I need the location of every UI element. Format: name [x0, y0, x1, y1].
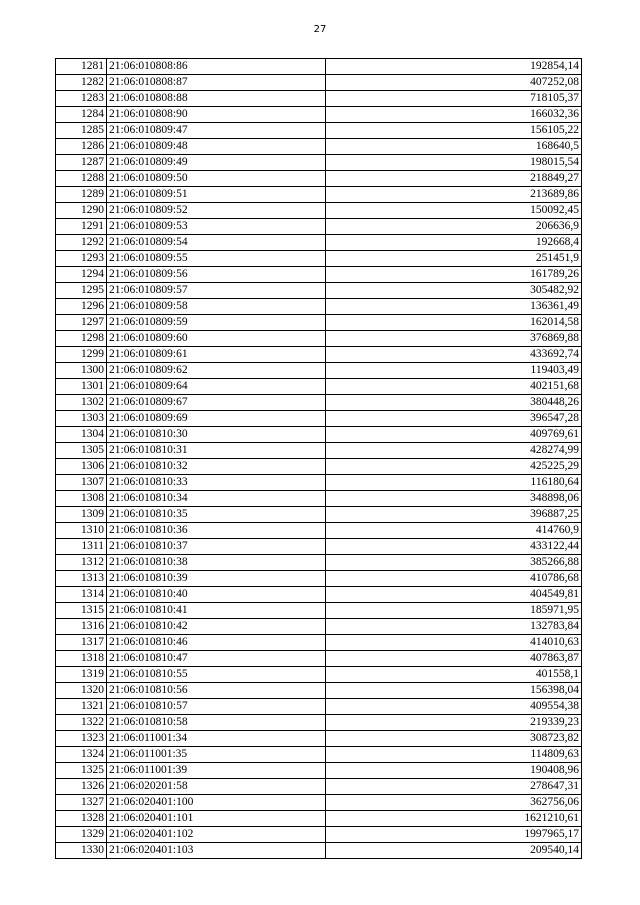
value-cell: 150092,45 [326, 203, 582, 219]
cadastral-number-cell: 21:06:010809:67 [107, 395, 326, 411]
row-number-cell: 1306 [56, 459, 107, 475]
table-row [56, 203, 582, 219]
value-cell: 213689,86 [326, 187, 582, 203]
cadastral-number-cell: 21:06:010808:86 [107, 59, 326, 75]
cadastral-number-cell: 21:06:010810:41 [107, 603, 326, 619]
cadastral-number-cell: 21:06:010809:61 [107, 347, 326, 363]
value-cell: 409554,38 [326, 699, 582, 715]
value-cell: 396887,25 [326, 507, 582, 523]
value-cell: 402151,68 [326, 379, 582, 395]
value-cell: 166032,36 [326, 107, 582, 123]
row-number-cell: 1319 [56, 667, 107, 683]
cadastral-number-cell: 21:06:010809:54 [107, 235, 326, 251]
cadastral-number-cell: 21:06:010810:31 [107, 443, 326, 459]
value-cell: 308723,82 [326, 731, 582, 747]
row-number-cell: 1314 [56, 587, 107, 603]
table-row [56, 619, 582, 635]
cadastral-number-cell: 21:06:010809:56 [107, 267, 326, 283]
value-cell: 278647,31 [326, 779, 582, 795]
row-number-cell: 1286 [56, 139, 107, 155]
row-number-cell: 1300 [56, 363, 107, 379]
table-row [56, 635, 582, 651]
cadastral-number-cell: 21:06:020201:58 [107, 779, 326, 795]
cadastral-number-cell: 21:06:010810:55 [107, 667, 326, 683]
cadastral-number-cell: 21:06:011001:39 [107, 763, 326, 779]
cadastral-number-cell: 21:06:010809:57 [107, 283, 326, 299]
row-number-cell: 1307 [56, 475, 107, 491]
row-number-cell: 1292 [56, 235, 107, 251]
value-cell: 376869,88 [326, 331, 582, 347]
cadastral-number-cell: 21:06:010810:57 [107, 699, 326, 715]
table-row [56, 171, 582, 187]
row-number-cell: 1304 [56, 427, 107, 443]
row-number-cell: 1325 [56, 763, 107, 779]
row-number-cell: 1310 [56, 523, 107, 539]
cadastral-number-cell: 21:06:010808:90 [107, 107, 326, 123]
row-number-cell: 1328 [56, 811, 107, 827]
cadastral-number-cell: 21:06:010809:55 [107, 251, 326, 267]
table-row [56, 155, 582, 171]
table-row [56, 523, 582, 539]
table-row [56, 363, 582, 379]
table-row [56, 651, 582, 667]
table-row [56, 603, 582, 619]
row-number-cell: 1315 [56, 603, 107, 619]
row-number-cell: 1282 [56, 75, 107, 91]
table-row [56, 811, 582, 827]
value-cell: 119403,49 [326, 363, 582, 379]
row-number-cell: 1283 [56, 91, 107, 107]
value-cell: 718105,37 [326, 91, 582, 107]
cadastral-number-cell: 21:06:010810:42 [107, 619, 326, 635]
table-row [56, 187, 582, 203]
table-row [56, 571, 582, 587]
value-cell: 168640,5 [326, 139, 582, 155]
value-cell: 209540,14 [326, 843, 582, 859]
row-number-cell: 1313 [56, 571, 107, 587]
cadastral-number-cell: 21:06:010810:37 [107, 539, 326, 555]
value-cell: 198015,54 [326, 155, 582, 171]
cadastral-number-cell: 21:06:010809:59 [107, 315, 326, 331]
value-cell: 1621210,61 [326, 811, 582, 827]
value-cell: 362756,06 [326, 795, 582, 811]
table-row [56, 427, 582, 443]
value-cell: 251451,9 [326, 251, 582, 267]
row-number-cell: 1289 [56, 187, 107, 203]
table-row [56, 795, 582, 811]
cadastral-number-cell: 21:06:020401:101 [107, 811, 326, 827]
value-cell: 192668,4 [326, 235, 582, 251]
table-row [56, 299, 582, 315]
value-cell: 407863,87 [326, 651, 582, 667]
value-cell: 404549,81 [326, 587, 582, 603]
cadastral-number-cell: 21:06:020401:102 [107, 827, 326, 843]
value-cell: 190408,96 [326, 763, 582, 779]
cadastral-number-cell: 21:06:010810:35 [107, 507, 326, 523]
table-row [56, 731, 582, 747]
value-cell: 192854,14 [326, 59, 582, 75]
value-cell: 156398,04 [326, 683, 582, 699]
table-row [56, 235, 582, 251]
value-cell: 305482,92 [326, 283, 582, 299]
table-row [56, 747, 582, 763]
row-number-cell: 1320 [56, 683, 107, 699]
cadastral-number-cell: 21:06:010809:62 [107, 363, 326, 379]
row-number-cell: 1293 [56, 251, 107, 267]
row-number-cell: 1284 [56, 107, 107, 123]
cadastral-number-cell: 21:06:010810:30 [107, 427, 326, 443]
cadastral-number-cell: 21:06:020401:103 [107, 843, 326, 859]
row-number-cell: 1327 [56, 795, 107, 811]
cadastral-number-cell: 21:06:010809:60 [107, 331, 326, 347]
row-number-cell: 1305 [56, 443, 107, 459]
row-number-cell: 1302 [56, 395, 107, 411]
value-cell: 428274,99 [326, 443, 582, 459]
value-cell: 396547,28 [326, 411, 582, 427]
table-row [56, 139, 582, 155]
cadastral-number-cell: 21:06:010810:58 [107, 715, 326, 731]
table-row [56, 587, 582, 603]
row-number-cell: 1309 [56, 507, 107, 523]
table-row [56, 699, 582, 715]
table-row [56, 459, 582, 475]
row-number-cell: 1285 [56, 123, 107, 139]
row-number-cell: 1298 [56, 331, 107, 347]
value-cell: 132783,84 [326, 619, 582, 635]
cadastral-number-cell: 21:06:010810:39 [107, 571, 326, 587]
table-row [56, 827, 582, 843]
value-cell: 136361,49 [326, 299, 582, 315]
row-number-cell: 1281 [56, 59, 107, 75]
cadastral-number-cell: 21:06:010809:53 [107, 219, 326, 235]
row-number-cell: 1330 [56, 843, 107, 859]
value-cell: 219339,23 [326, 715, 582, 731]
row-number-cell: 1323 [56, 731, 107, 747]
table-row [56, 251, 582, 267]
cadastral-number-cell: 21:06:010810:32 [107, 459, 326, 475]
value-cell: 414760,9 [326, 523, 582, 539]
table-row [56, 123, 582, 139]
value-cell: 380448,26 [326, 395, 582, 411]
row-number-cell: 1318 [56, 651, 107, 667]
table-row [56, 75, 582, 91]
table-row [56, 347, 582, 363]
table-body [56, 59, 582, 859]
row-number-cell: 1288 [56, 171, 107, 187]
cadastral-number-cell: 21:06:010809:69 [107, 411, 326, 427]
row-number-cell: 1291 [56, 219, 107, 235]
value-cell: 185971,95 [326, 603, 582, 619]
cadastral-number-cell: 21:06:010810:46 [107, 635, 326, 651]
value-cell: 409769,61 [326, 427, 582, 443]
value-cell: 433692,74 [326, 347, 582, 363]
cadastral-number-cell: 21:06:010809:49 [107, 155, 326, 171]
row-number-cell: 1329 [56, 827, 107, 843]
cadastral-number-cell: 21:06:010808:87 [107, 75, 326, 91]
cadastral-number-cell: 21:06:010809:47 [107, 123, 326, 139]
row-number-cell: 1301 [56, 379, 107, 395]
table-row [56, 379, 582, 395]
cadastral-number-cell: 21:06:010809:51 [107, 187, 326, 203]
row-number-cell: 1317 [56, 635, 107, 651]
table-row [56, 219, 582, 235]
row-number-cell: 1312 [56, 555, 107, 571]
row-number-cell: 1311 [56, 539, 107, 555]
value-cell: 206636,9 [326, 219, 582, 235]
value-cell: 385266,88 [326, 555, 582, 571]
table-row [56, 443, 582, 459]
cadastral-number-cell: 21:06:010810:34 [107, 491, 326, 507]
cadastral-number-cell: 21:06:010809:52 [107, 203, 326, 219]
cadastral-number-cell: 21:06:010809:50 [107, 171, 326, 187]
row-number-cell: 1308 [56, 491, 107, 507]
value-cell: 162014,58 [326, 315, 582, 331]
cadastral-number-cell: 21:06:010808:88 [107, 91, 326, 107]
row-number-cell: 1321 [56, 699, 107, 715]
value-cell: 401558,1 [326, 667, 582, 683]
value-cell: 407252,08 [326, 75, 582, 91]
page-number: 27 [313, 24, 327, 35]
table-row [56, 683, 582, 699]
table-row [56, 395, 582, 411]
cadastral-number-cell: 21:06:010809:48 [107, 139, 326, 155]
value-cell: 425225,29 [326, 459, 582, 475]
table-row [56, 283, 582, 299]
table-row [56, 715, 582, 731]
table-row [56, 315, 582, 331]
value-cell: 348898,06 [326, 491, 582, 507]
table-row [56, 843, 582, 859]
table-row [56, 91, 582, 107]
cadastral-number-cell: 21:06:010810:36 [107, 523, 326, 539]
row-number-cell: 1290 [56, 203, 107, 219]
value-cell: 433122,44 [326, 539, 582, 555]
cadastral-number-cell: 21:06:011001:34 [107, 731, 326, 747]
value-cell: 156105,22 [326, 123, 582, 139]
value-cell: 116180,64 [326, 475, 582, 491]
row-number-cell: 1287 [56, 155, 107, 171]
value-cell: 414010,63 [326, 635, 582, 651]
row-number-cell: 1299 [56, 347, 107, 363]
cadastral-number-cell: 21:06:010810:40 [107, 587, 326, 603]
cadastral-number-cell: 21:06:010810:56 [107, 683, 326, 699]
row-number-cell: 1296 [56, 299, 107, 315]
row-number-cell: 1294 [56, 267, 107, 283]
row-number-cell: 1324 [56, 747, 107, 763]
row-number-cell: 1316 [56, 619, 107, 635]
value-cell: 1997965,17 [326, 827, 582, 843]
table-row [56, 507, 582, 523]
row-number-cell: 1295 [56, 283, 107, 299]
row-number-cell: 1303 [56, 411, 107, 427]
row-number-cell: 1326 [56, 779, 107, 795]
value-cell: 161789,26 [326, 267, 582, 283]
table-row [56, 59, 582, 75]
table-row [56, 107, 582, 123]
cadastral-number-cell: 21:06:010809:64 [107, 379, 326, 395]
table-row [56, 555, 582, 571]
table-row [56, 267, 582, 283]
table-row [56, 491, 582, 507]
value-cell: 410786,68 [326, 571, 582, 587]
cadastral-number-cell: 21:06:010810:38 [107, 555, 326, 571]
table-row [56, 667, 582, 683]
table-row [56, 779, 582, 795]
cadastral-value-table [55, 58, 582, 859]
table-row [56, 331, 582, 347]
cadastral-number-cell: 21:06:010809:58 [107, 299, 326, 315]
table-row [56, 411, 582, 427]
cadastral-number-cell: 21:06:010810:33 [107, 475, 326, 491]
row-number-cell: 1322 [56, 715, 107, 731]
row-number-cell: 1297 [56, 315, 107, 331]
table-row [56, 539, 582, 555]
cadastral-number-cell: 21:06:020401:100 [107, 795, 326, 811]
cadastral-number-cell: 21:06:010810:47 [107, 651, 326, 667]
table-row [56, 475, 582, 491]
table-row [56, 763, 582, 779]
value-cell: 114809,63 [326, 747, 582, 763]
cadastral-number-cell: 21:06:011001:35 [107, 747, 326, 763]
value-cell: 218849,27 [326, 171, 582, 187]
